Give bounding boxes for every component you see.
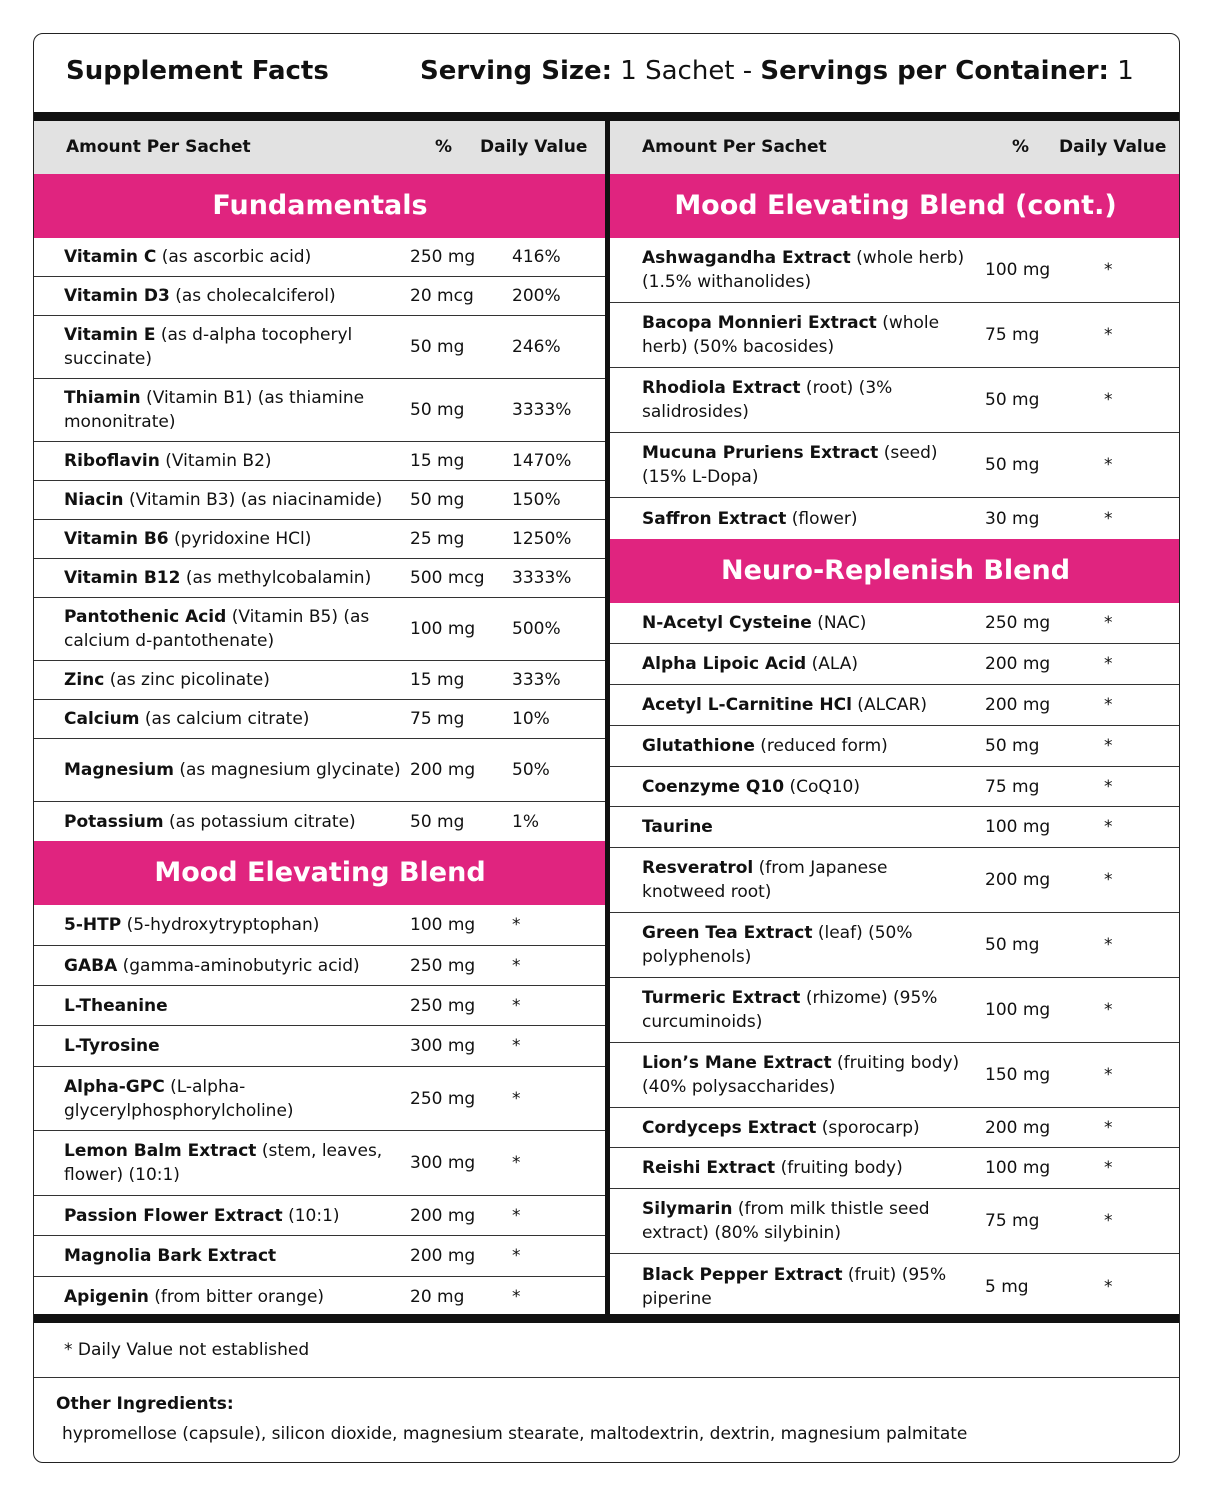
ingredient-name <box>64 1285 404 1309</box>
ingredient-daily-value: * <box>512 1036 521 1056</box>
ingredient-amount: 50 mg <box>985 736 1040 756</box>
ingredient-name-detail: (fruiting body) (40% polysaccharides) <box>642 1053 960 1097</box>
footer-divider <box>34 1314 1179 1323</box>
ingredient-name <box>642 376 972 424</box>
percent-header: % <box>435 137 453 157</box>
ingredient-row <box>34 379 606 442</box>
ingredient-name-detail: (fruit) (95% piperine <box>642 1264 947 1309</box>
ingredient-daily-value: * <box>512 955 521 976</box>
ingredient-row <box>610 1254 1180 1319</box>
ingredient-name-bold: Coenzyme Q10 <box>642 776 785 797</box>
ingredient-name-bold: GABA <box>64 955 118 976</box>
ingredient-amount: 75 mg <box>985 325 1040 345</box>
ingredient-amount: 200 mg <box>985 870 1051 890</box>
ingredient-row <box>610 603 1180 644</box>
ingredient-name <box>64 1204 404 1228</box>
panel-title: Supplement Facts <box>66 56 329 86</box>
ingredient-name <box>642 1156 972 1180</box>
ingredient-name <box>642 921 972 969</box>
left-column <box>34 121 606 1317</box>
ingredient-name-bold: Potassium <box>64 811 164 832</box>
ingredient-row <box>610 1108 1180 1148</box>
ingredient-daily-value: * <box>1104 695 1113 715</box>
ingredient-row <box>610 368 1180 433</box>
ingredient-daily-value: 150% <box>512 490 561 510</box>
ingredient-name <box>642 1197 972 1245</box>
ingredient-name-bold: Apigenin <box>64 1287 149 1307</box>
ingredient-daily-value: 246% <box>512 337 561 357</box>
ingredient-name-detail: (whole herb) (1.5% withanolides) <box>642 248 965 292</box>
serving-size-value: 1 Sachet - <box>620 56 753 86</box>
ingredient-name-bold: Vitamin D3 <box>64 286 170 306</box>
ingredient-amount: 50 mg <box>985 455 1040 475</box>
section-title-mood-elevating: Mood Elevating Blend <box>34 841 606 905</box>
ingredient-amount: 200 mg <box>410 1246 476 1266</box>
ingredient-amount: 15 mg <box>410 451 465 471</box>
ingredient-amount: 50 mg <box>410 337 465 357</box>
ingredient-daily-value: * <box>1104 817 1113 837</box>
ingredient-amount: 100 mg <box>985 1000 1051 1020</box>
daily-value-header: Daily Value <box>1059 137 1167 157</box>
ingredient-name-detail: (ALA) <box>806 654 859 674</box>
ingredient-name <box>642 1051 972 1099</box>
ingredient-row <box>34 1067 606 1131</box>
ingredient-daily-value: * <box>1104 654 1113 674</box>
ingredient-row <box>34 1196 606 1236</box>
ingredient-amount: 75 mg <box>410 709 465 729</box>
ingredient-name-bold: Passion Flower Extract <box>64 1205 283 1226</box>
ingredient-row <box>610 303 1180 368</box>
ingredient-amount: 100 mg <box>985 1158 1051 1178</box>
ingredient-name-detail: (CoQ10) <box>784 776 860 797</box>
ingredient-row <box>34 559 606 598</box>
ingredient-name <box>64 605 404 653</box>
amount-header: Amount Per Sachet <box>66 137 251 157</box>
neuro-replenish-list <box>610 603 1180 1319</box>
ingredient-row <box>34 442 606 481</box>
ingredient-daily-value: * <box>1104 1065 1113 1085</box>
ingredient-daily-value: * <box>1104 260 1113 280</box>
ingredient-name-detail: (as potassium citrate) <box>163 811 356 832</box>
ingredient-name-bold: Riboflavin <box>64 451 160 471</box>
ingredient-name-detail: (sporocarp) <box>816 1117 920 1138</box>
ingredient-amount: 250 mg <box>985 613 1051 633</box>
ingredient-name-detail: (as magnesium glycinate) <box>173 760 401 780</box>
serving-info <box>420 56 1134 86</box>
ingredient-name <box>642 652 972 676</box>
ingredient-name-bold: 5-HTP <box>64 915 122 935</box>
ingredient-name <box>642 311 972 359</box>
ingredient-amount: 150 mg <box>985 1065 1051 1085</box>
ingredient-name-detail: (ALCAR) <box>851 695 927 715</box>
ingredient-name-detail: (Vitamin B1) (as thiamine mononitrate) <box>64 388 365 432</box>
ingredient-amount: 200 mg <box>985 654 1051 674</box>
ingredient-daily-value: 50% <box>512 760 550 780</box>
ingredient-row <box>34 316 606 379</box>
ingredient-row <box>610 433 1180 498</box>
header-divider <box>34 112 1179 121</box>
ingredient-row <box>34 739 606 802</box>
serving-size-label: Serving Size: <box>420 56 613 86</box>
ingredient-row <box>610 848 1180 913</box>
ingredient-row <box>610 726 1180 767</box>
ingredient-name-detail: (Vitamin B3) (as niacinamide) <box>123 490 383 510</box>
ingredient-daily-value: * <box>1104 508 1113 529</box>
ingredient-daily-value: * <box>1104 870 1113 890</box>
ingredient-daily-value: * <box>512 1088 521 1109</box>
ingredient-daily-value: 10% <box>512 709 550 729</box>
ingredient-name-bold: Calcium <box>64 709 140 729</box>
ingredient-name <box>642 441 972 489</box>
ingredient-name-bold: Niacin <box>64 490 124 510</box>
ingredient-amount: 50 mg <box>985 935 1040 955</box>
ingredient-name-detail: (root) (3% salidrosides) <box>642 378 893 422</box>
ingredient-row <box>610 913 1180 978</box>
ingredient-name-detail: (flower) <box>786 508 858 529</box>
ingredient-amount: 250 mg <box>410 247 476 267</box>
ingredient-name-detail: (seed) (15% L-Dopa) <box>642 443 938 487</box>
ingredient-amount: 20 mcg <box>410 286 474 306</box>
ingredient-amount: 75 mg <box>985 776 1040 797</box>
ingredient-name-detail: (NAC) <box>811 613 867 633</box>
ingredient-name-bold: Rhodiola Extract <box>642 378 801 398</box>
ingredient-row <box>34 905 606 946</box>
servings-per-container-value: 1 <box>1117 56 1134 86</box>
ingredient-name-detail: (L-alpha-glycerylphosphorylcholine) <box>64 1076 294 1121</box>
ingredient-daily-value: * <box>1104 1000 1113 1020</box>
ingredient-name-bold: Acetyl L-Carnitine HCl <box>642 695 852 715</box>
ingredient-name-detail: (Vitamin B5) (as calcium d-pantothenate) <box>64 607 370 651</box>
ingredient-row <box>610 1043 1180 1108</box>
ingredient-name <box>64 488 404 512</box>
ingredient-name-detail: (fruiting body) <box>775 1158 903 1178</box>
ingredient-name-bold: Turmeric Extract <box>642 988 801 1008</box>
ingredient-row <box>34 802 606 841</box>
ingredient-name-detail: (stem, leaves, flower) (10:1) <box>64 1141 383 1185</box>
mood-elevating-cont-list <box>610 238 1180 539</box>
ingredient-row <box>610 644 1180 685</box>
ingredient-name-detail: (leaf) (50% polyphenols) <box>642 923 913 967</box>
ingredient-row <box>610 498 1180 539</box>
ingredient-daily-value: 416% <box>512 247 561 267</box>
ingredient-daily-value: 1% <box>512 811 539 832</box>
ingredient-name-detail: (from Japanese knotweed root) <box>642 858 888 902</box>
ingredient-amount: 15 mg <box>410 670 465 690</box>
ingredient-daily-value: 200% <box>512 286 561 306</box>
ingredient-daily-value: * <box>512 1287 521 1307</box>
ingredient-row <box>610 1189 1180 1254</box>
ingredient-daily-value: * <box>512 915 521 935</box>
ingredient-name <box>64 668 404 692</box>
ingredient-daily-value: * <box>1104 390 1113 410</box>
ingredient-name <box>64 527 404 551</box>
ingredient-amount: 100 mg <box>410 915 476 935</box>
ingredient-daily-value: 3333% <box>512 568 572 588</box>
ingredient-row <box>610 978 1180 1043</box>
ingredient-daily-value: 3333% <box>512 400 572 420</box>
ingredient-daily-value: * <box>1104 1211 1113 1231</box>
ingredient-name-detail: (gamma-aminobutyric acid) <box>117 955 360 976</box>
ingredient-name-bold: Pantothenic Acid <box>64 607 227 627</box>
section-title-neuro-replenish: Neuro-Replenish Blend <box>610 539 1180 603</box>
ingredient-name <box>64 913 404 937</box>
ingredient-name <box>64 1034 404 1058</box>
ingredient-daily-value: * <box>1104 935 1113 955</box>
daily-value-footnote: * Daily Value not established <box>64 1340 310 1360</box>
ingredient-name <box>64 1075 404 1123</box>
ingredient-amount: 300 mg <box>410 1036 476 1056</box>
ingredient-name-detail: (pyridoxine HCl) <box>168 529 312 549</box>
ingredient-name-bold: Ashwagandha Extract <box>642 248 851 268</box>
mood-elevating-list <box>34 905 606 1317</box>
ingredient-name-detail: (as cholecalciferol) <box>169 286 336 306</box>
ingredient-amount: 75 mg <box>985 1211 1040 1231</box>
ingredient-name-bold: N-Acetyl Cysteine <box>642 613 812 633</box>
ingredient-row <box>610 1148 1180 1189</box>
ingredient-name <box>642 815 972 839</box>
ingredient-amount: 500 mcg <box>410 568 485 588</box>
ingredient-name-detail: (as ascorbic acid) <box>156 247 312 267</box>
ingredient-name-bold: Vitamin B6 <box>64 529 169 549</box>
ingredient-amount: 20 mg <box>410 1287 465 1307</box>
ingredient-row <box>34 661 606 700</box>
ingredient-name-bold: Thiamin <box>64 388 141 408</box>
other-ingredients-text: hypromellose (capsule), silicon dioxide, magnesium stearate, maltodextrin, dextrin, magnesium palmitate <box>62 1424 968 1444</box>
ingredient-name <box>642 856 972 904</box>
ingredient-name-bold: Taurine <box>642 817 713 837</box>
ingredient-name-detail: (as zinc picolinate) <box>104 670 270 690</box>
ingredient-row <box>34 481 606 520</box>
percent-header: % <box>1012 137 1030 157</box>
ingredient-name-bold: Reishi Extract <box>642 1158 776 1178</box>
fundamentals-list <box>34 238 606 841</box>
ingredient-name-bold: Silymarin <box>642 1199 733 1219</box>
ingredient-daily-value: 1470% <box>512 451 572 471</box>
ingredient-amount: 5 mg <box>985 1276 1029 1297</box>
ingredient-name-bold: Saffron Extract <box>642 508 787 529</box>
ingredient-name-bold: Vitamin B12 <box>64 568 181 588</box>
ingredient-amount: 30 mg <box>985 508 1040 529</box>
ingredient-name-bold: Zinc <box>64 670 105 690</box>
ingredient-daily-value: * <box>512 995 521 1016</box>
section-title-fundamentals: Fundamentals <box>34 174 606 238</box>
ingredient-name-bold: Green Tea Extract <box>642 923 813 943</box>
ingredient-amount: 200 mg <box>985 1117 1051 1138</box>
ingredient-name <box>642 986 972 1034</box>
ingredient-daily-value: * <box>1104 613 1113 633</box>
ingredient-amount: 100 mg <box>985 260 1051 280</box>
ingredient-amount: 50 mg <box>410 811 465 832</box>
ingredient-row <box>610 807 1180 848</box>
ingredient-row <box>34 1277 606 1317</box>
ingredient-row <box>34 946 606 986</box>
ingredient-name <box>64 284 404 308</box>
left-column-header <box>34 121 606 174</box>
ingredient-daily-value: * <box>1104 455 1113 475</box>
ingredient-daily-value: * <box>1104 1158 1113 1178</box>
panel-header <box>34 34 1179 114</box>
ingredient-row <box>34 986 606 1026</box>
ingredient-name-bold: Vitamin C <box>64 247 157 267</box>
ingredient-daily-value: * <box>512 1153 521 1173</box>
other-ingredients-title: Other Ingredients: <box>56 1394 234 1414</box>
ingredient-name-detail: (reduced form) <box>754 736 888 756</box>
ingredient-name-detail: (from bitter orange) <box>148 1287 325 1307</box>
ingredient-amount: 50 mg <box>410 490 465 510</box>
footer-rule <box>34 1377 1179 1378</box>
ingredient-amount: 250 mg <box>410 995 476 1016</box>
ingredient-name-detail: (as calcium citrate) <box>139 709 310 729</box>
ingredient-daily-value: * <box>512 1205 521 1226</box>
ingredient-name-bold: Alpha-GPC <box>64 1076 165 1097</box>
ingredient-name-detail: (whole herb) (50% bacosides) <box>642 313 940 357</box>
ingredient-daily-value: * <box>1104 325 1113 345</box>
ingredient-daily-value: 1250% <box>512 529 572 549</box>
ingredient-amount: 200 mg <box>410 1205 476 1226</box>
ingredient-name-bold: Cordyceps Extract <box>642 1117 817 1138</box>
ingredient-daily-value: * <box>1104 776 1113 797</box>
ingredient-row <box>34 238 606 277</box>
ingredient-row <box>34 1131 606 1196</box>
ingredient-name <box>642 611 972 635</box>
ingredient-amount: 250 mg <box>410 1088 476 1109</box>
ingredient-row <box>34 700 606 739</box>
ingredient-daily-value: * <box>512 1246 521 1266</box>
ingredient-amount: 250 mg <box>410 955 476 976</box>
ingredient-name-bold: L-Tyrosine <box>64 1036 160 1056</box>
ingredient-name <box>64 810 404 834</box>
ingredient-name-bold: Lemon Balm Extract <box>64 1141 257 1161</box>
ingredient-name <box>642 507 972 531</box>
amount-header: Amount Per Sachet <box>642 137 827 157</box>
section-title-mood-elevating-cont: Mood Elevating Blend (cont.) <box>610 174 1180 238</box>
ingredient-row <box>610 685 1180 726</box>
ingredient-daily-value: * <box>1104 1276 1113 1297</box>
ingredient-name-detail: (10:1) <box>282 1205 340 1226</box>
ingredient-name <box>642 734 972 758</box>
ingredient-name-bold: L-Theanine <box>64 995 168 1016</box>
ingredient-name <box>64 245 404 269</box>
ingredient-daily-value: * <box>1104 736 1113 756</box>
ingredient-row <box>34 598 606 661</box>
ingredient-name-bold: Resveratrol <box>642 858 754 878</box>
ingredient-row <box>34 520 606 559</box>
ingredient-name-bold: Lion’s Mane Extract <box>642 1053 832 1073</box>
ingredient-name <box>64 994 404 1018</box>
ingredient-name-detail: (as d-alpha tocopheryl succinate) <box>64 325 353 369</box>
ingredient-name <box>64 449 404 473</box>
ingredient-name <box>642 1116 972 1140</box>
ingredient-name <box>64 707 404 731</box>
ingredient-daily-value: 333% <box>512 670 561 690</box>
ingredient-daily-value: 500% <box>512 619 561 639</box>
ingredient-name-bold: Magnesium <box>64 760 174 780</box>
ingredient-amount: 100 mg <box>985 817 1051 837</box>
ingredient-name-detail: (Vitamin B2) <box>159 451 272 471</box>
ingredient-name-bold: Alpha Lipoic Acid <box>642 654 807 674</box>
ingredient-name-bold: Glutathione <box>642 736 755 756</box>
ingredient-name <box>642 1263 972 1311</box>
ingredient-name-detail: (rhizome) (95% curcuminoids) <box>642 988 938 1032</box>
ingredient-name-detail: (5-hydroxytryptophan) <box>121 915 320 935</box>
ingredient-name <box>642 246 972 294</box>
daily-value-header: Daily Value <box>480 137 588 157</box>
ingredient-amount: 50 mg <box>410 400 465 420</box>
ingredient-name <box>642 775 972 799</box>
ingredient-amount: 200 mg <box>985 695 1051 715</box>
ingredient-name <box>64 386 404 434</box>
ingredient-name <box>64 1244 404 1268</box>
ingredient-name <box>642 693 972 717</box>
ingredient-row <box>34 1026 606 1067</box>
ingredient-name-detail: (as methylcobalamin) <box>180 568 372 588</box>
supplement-facts-panel <box>33 33 1180 1463</box>
ingredient-name-bold: Black Pepper Extract <box>642 1264 843 1285</box>
right-column-header <box>610 121 1180 174</box>
right-column <box>610 121 1180 1319</box>
ingredient-name <box>64 758 404 782</box>
ingredient-amount: 50 mg <box>985 390 1040 410</box>
ingredient-daily-value: * <box>1104 1117 1113 1138</box>
ingredient-name <box>64 1139 404 1187</box>
ingredient-amount: 100 mg <box>410 619 476 639</box>
ingredient-row <box>610 238 1180 303</box>
ingredient-amount: 200 mg <box>410 760 476 780</box>
ingredient-name-detail: (from milk thistle seed extract) (80% silybinin) <box>642 1199 930 1243</box>
ingredient-amount: 25 mg <box>410 529 465 549</box>
ingredient-name-bold: Magnolia Bark Extract <box>64 1246 277 1266</box>
ingredient-row <box>34 1236 606 1277</box>
ingredient-name <box>64 566 404 590</box>
ingredient-name <box>64 323 404 371</box>
ingredient-row <box>610 767 1180 807</box>
ingredient-name-bold: Bacopa Monnieri Extract <box>642 313 877 333</box>
ingredient-amount: 300 mg <box>410 1153 476 1173</box>
ingredient-name <box>64 954 404 978</box>
ingredient-row <box>34 277 606 316</box>
servings-per-container-label: Servings per Container: <box>760 56 1109 86</box>
ingredient-name-bold: Mucuna Pruriens Extract <box>642 443 879 463</box>
ingredient-name-bold: Vitamin E <box>64 325 156 345</box>
